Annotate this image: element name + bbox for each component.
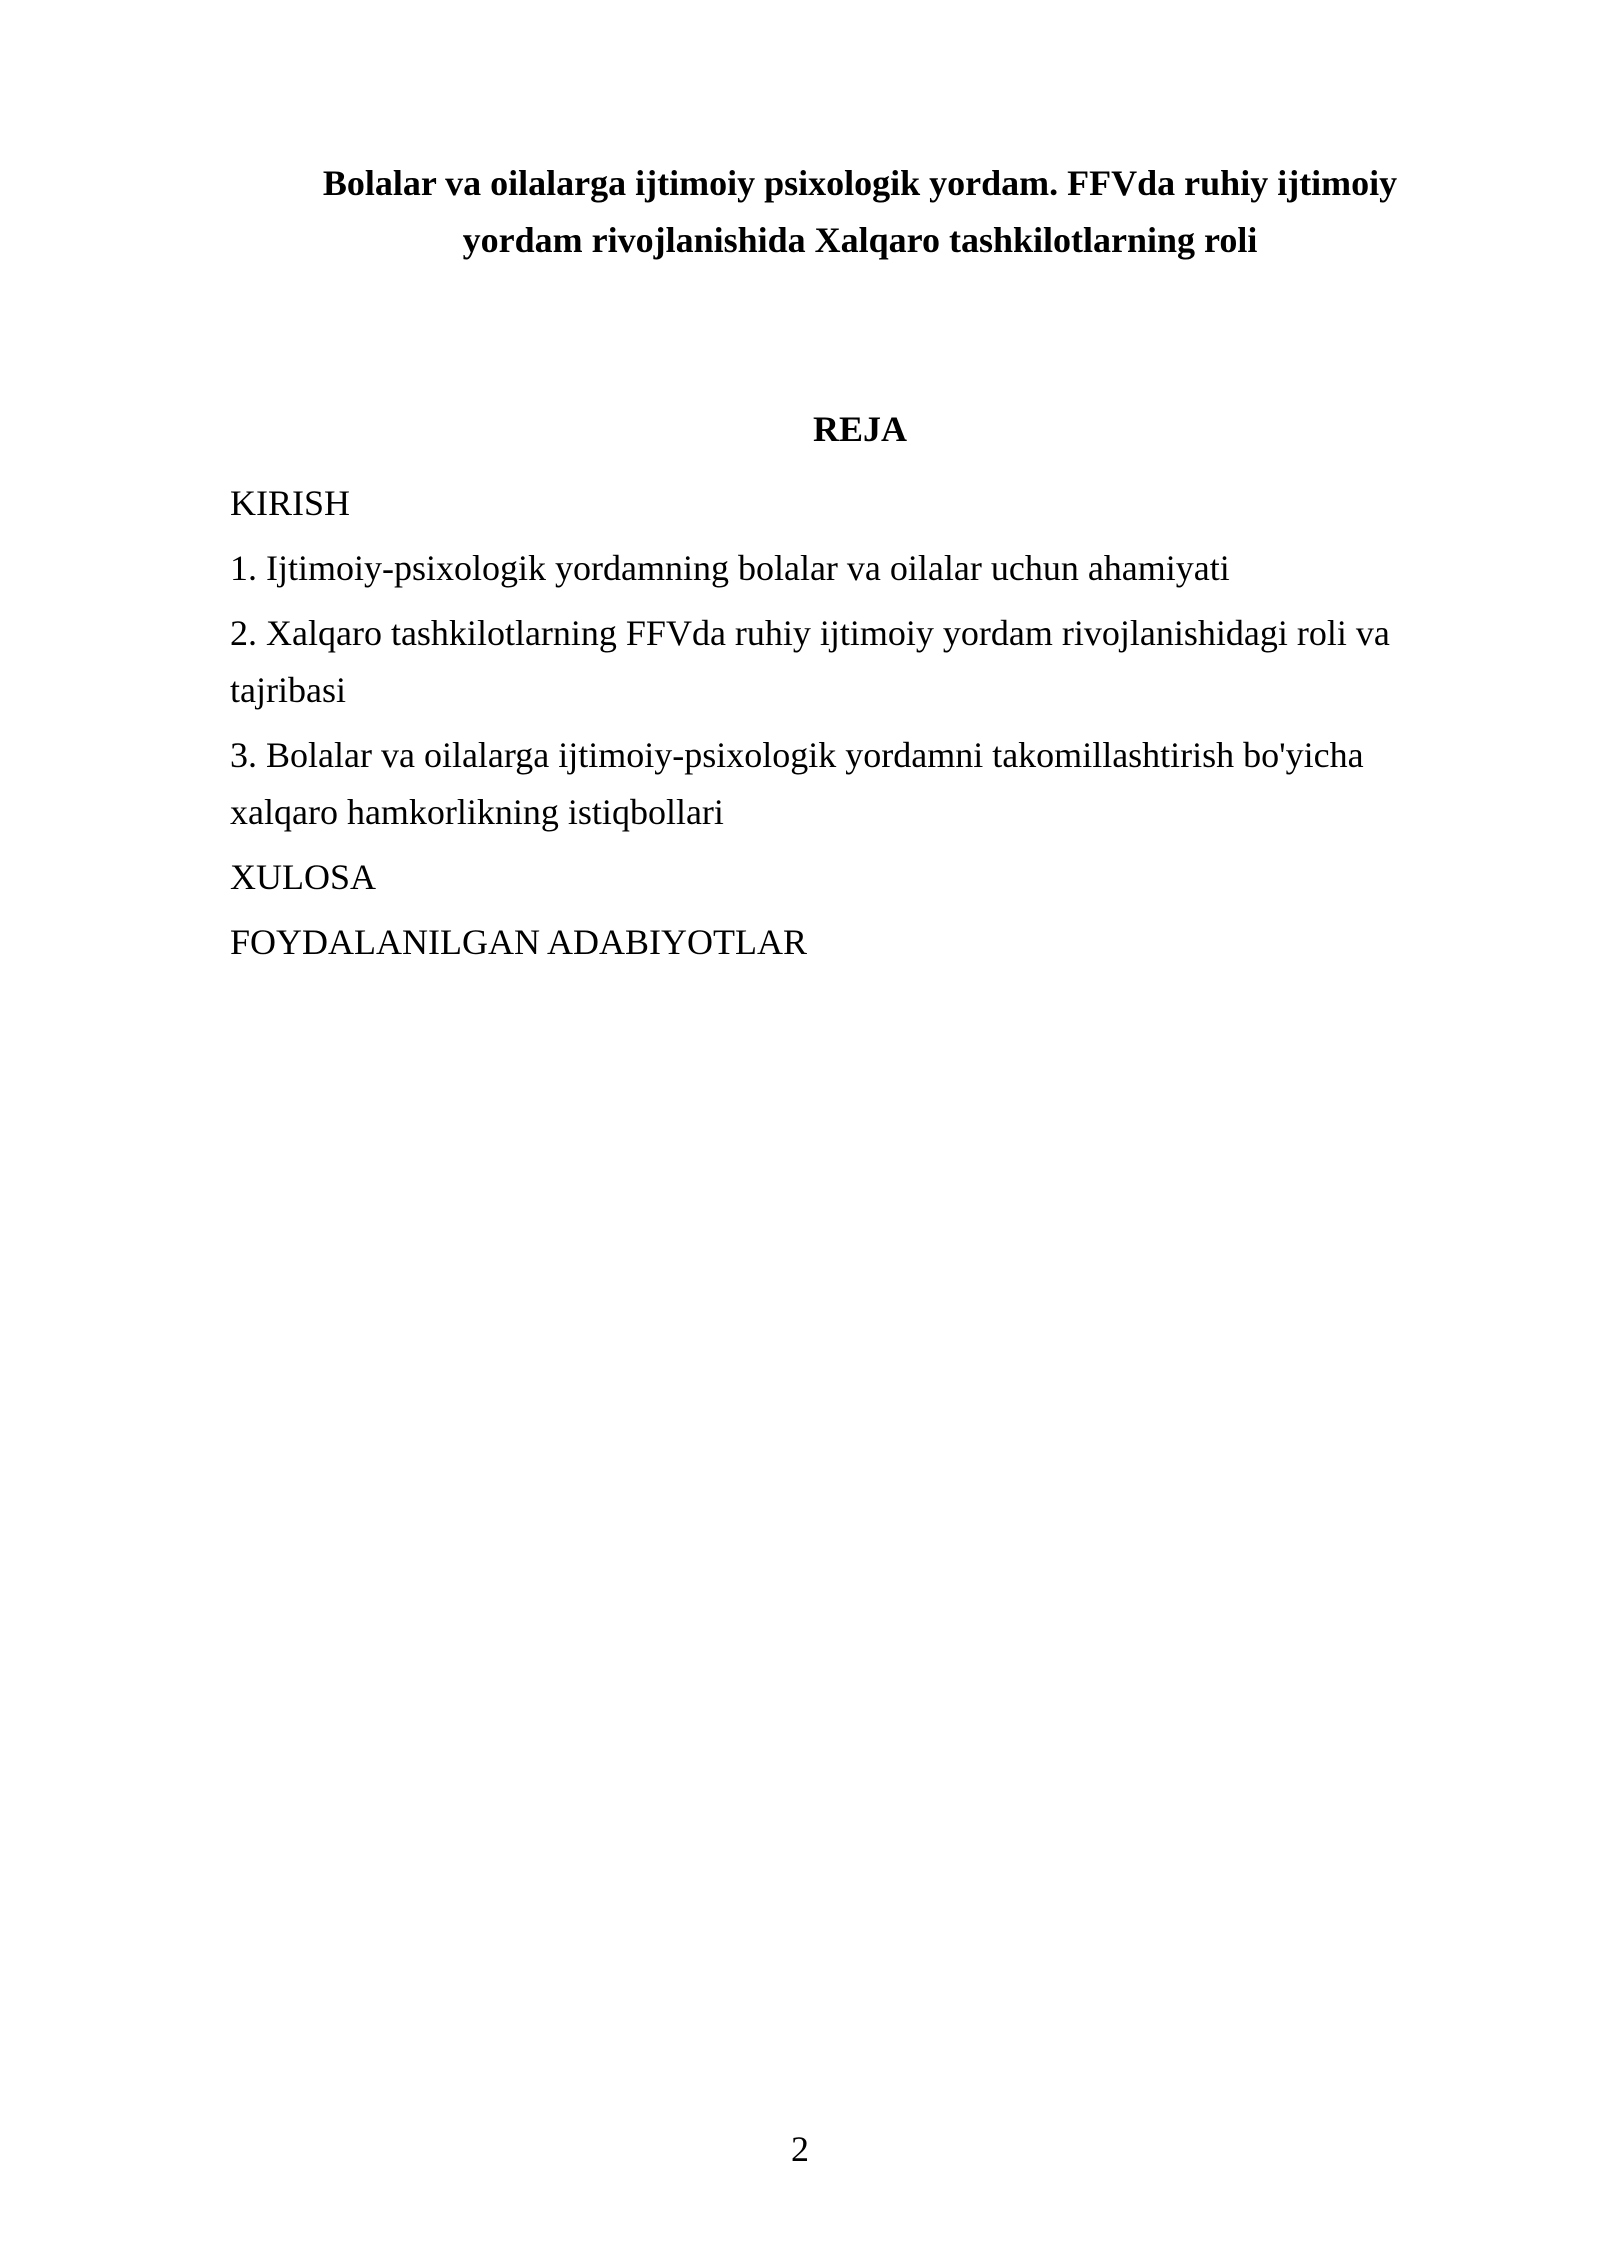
plan-item-2 bbox=[230, 605, 1470, 719]
document-title bbox=[270, 155, 1450, 269]
plan-item-xulosa bbox=[230, 849, 1470, 906]
plan-item-kirish bbox=[230, 475, 1470, 532]
plan-item-line: 2. Xalqaro tashkilotlarning FFVda ruhiy ijtimoiy yordam rivojlanishidagi roli va bbox=[230, 613, 1390, 653]
plan-item-1 bbox=[230, 540, 1470, 597]
plan-item-line: tajribasi bbox=[230, 670, 346, 710]
plan-item-adabiyotlar bbox=[230, 914, 1470, 971]
title-line-2: yordam rivojlanishida Xalqaro tashkilotlarning roli bbox=[462, 220, 1258, 260]
plan-item-line: XULOSA bbox=[230, 857, 377, 897]
title-line-1: Bolalar va oilalarga ijtimoiy psixologik yordam. FFVda ruhiy ijtimoiy bbox=[322, 163, 1398, 203]
plan-heading: REJA bbox=[812, 409, 907, 449]
plan-item-3 bbox=[230, 727, 1470, 841]
plan-item-line: KIRISH bbox=[230, 483, 351, 523]
plan-item-line: 3. Bolalar va oilalarga ijtimoiy-psixologik yordamni takomillashtirish bo'yicha bbox=[230, 735, 1364, 775]
plan-item-line: 1. Ijtimoiy-psixologik yordamning bolalar va oilalar uchun ahamiyati bbox=[230, 548, 1230, 588]
plan-item-line: FOYDALANILGAN ADABIYOTLAR bbox=[230, 922, 807, 962]
plan-item-line: xalqaro hamkorlikning istiqbollari bbox=[230, 792, 724, 832]
page-number: 2 bbox=[791, 2129, 809, 2169]
